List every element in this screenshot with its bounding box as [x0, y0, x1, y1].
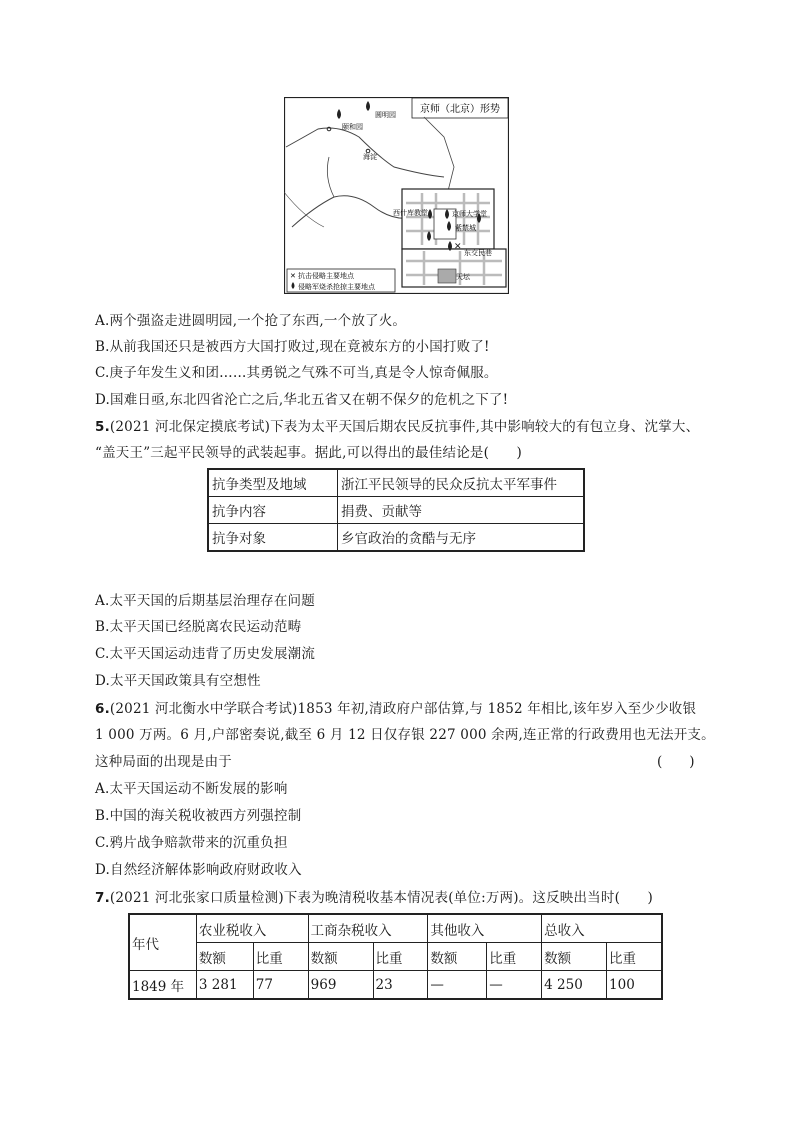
legend-resist: 抗击侵略主要地点 — [298, 272, 354, 280]
legend-burn: 侵略军烧杀抢掠主要地点 — [298, 283, 375, 291]
q6-stem-line3: 这种局面的出现是由于 — [95, 754, 232, 770]
table-subheader: 比重 — [373, 943, 428, 971]
table-cell: 23 — [373, 971, 428, 1000]
table-cell: 77 — [253, 971, 308, 1000]
q5-option-c[interactable]: C.太平天国运动违背了历史发展潮流 — [95, 646, 316, 662]
label-yiheyuan: 颐和园 — [342, 123, 363, 131]
q4-option-a[interactable]: A.两个强盗走进圆明园,一个抢了东西,一个放了火。 — [95, 313, 407, 329]
table-cell: 3 281 — [196, 971, 253, 1000]
q7-number: 7. — [95, 890, 110, 906]
q7-stem-text: (2021 河北张家口质量检测)下表为晚清税收基本情况表(单位:万两)。这反映出当时( ) — [109, 890, 653, 906]
table-cell: 乡官政治的贪酷与无序 — [338, 524, 585, 552]
label-xishiku: 西什库教堂 — [393, 209, 428, 217]
table-cell: 浙江平民领导的民众反抗太平军事件 — [338, 469, 585, 497]
q5-stem-line1 — [95, 415, 699, 435]
q7-table — [128, 913, 663, 1000]
table-cell: 100 — [607, 971, 662, 1000]
table-row — [208, 524, 584, 552]
q5-option-a[interactable]: A.太平天国的后期基层治理存在问题 — [95, 593, 315, 609]
table-cell: 4 250 — [542, 971, 607, 1000]
label-zijincheng: 紫禁城 — [455, 224, 476, 232]
q5-table — [207, 468, 585, 552]
map-title: 京师（北京）形势 — [420, 104, 500, 115]
q6-number: 6. — [95, 701, 110, 717]
table-cell: 抗争内容 — [208, 497, 338, 524]
svg-text:✕: ✕ — [454, 242, 462, 252]
label-jingshi: 京师大学堂 — [452, 210, 487, 218]
svg-text:✕: ✕ — [290, 272, 296, 280]
label-dongjiaominxiang: 东交民巷 — [464, 249, 492, 257]
table-header-group: 总收入 — [542, 914, 662, 943]
beijing-situation-map — [284, 97, 509, 294]
table-subheader: 数额 — [308, 943, 373, 971]
table-subheader: 数额 — [196, 943, 253, 971]
table-cell: 969 — [308, 971, 373, 1000]
q6-option-c[interactable]: C.鸦片战争赔款带来的沉重负担 — [95, 835, 288, 851]
q6-option-d[interactable]: D.自然经济解体影响政府财政收入 — [95, 862, 302, 878]
table-header-group: 农业税收入 — [196, 914, 308, 943]
q4-option-b[interactable]: B.从前我国还只是被西方大国打败过,现在竟被东方的小国打败了! — [95, 339, 490, 355]
q6-option-a[interactable]: A.太平天国运动不断发展的影响 — [95, 781, 288, 797]
q6-answer-bracket[interactable]: ( ) — [657, 754, 695, 770]
table-cell: 抗争类型及地域 — [208, 469, 338, 497]
q6-stem-text: (2021 河北衡水中学联合考试)1853 年初,清政府户部估算,与 1852 年相比,该年岁入至少少收银 — [109, 701, 697, 717]
table-row — [208, 497, 584, 524]
table-cell: 捐费、贡献等 — [338, 497, 585, 524]
q4-option-d[interactable]: D.国难日亟,东北四省沦亡之后,华北五省又在朝不保夕的危机之下了! — [95, 392, 509, 408]
table-cell: — — [428, 971, 487, 1000]
q6-stem-line2: 1 000 万两。6 月,户部密奏说,截至 6 月 12 日仅存银 227 000 余两,连正常的行政费用也无法开支。 — [95, 727, 715, 743]
table-subheader: 数额 — [428, 943, 487, 971]
table-header-year: 年代 — [129, 914, 196, 971]
q5-number: 5. — [95, 419, 110, 435]
q6-option-b[interactable]: B.中国的海关税收被西方列强控制 — [95, 808, 302, 824]
q5-option-d[interactable]: D.太平天国政策具有空想性 — [95, 673, 261, 689]
table-header-row — [129, 914, 662, 943]
q7-stem-line1 — [95, 886, 653, 906]
q6-stem-line1 — [95, 697, 696, 717]
label-yuanmingyuan: 圆明园 — [375, 111, 396, 119]
q5-option-b[interactable]: B.太平天国已经脱离农民运动范畴 — [95, 619, 302, 635]
table-header-group: 工商杂税收入 — [308, 914, 428, 943]
table-row — [129, 971, 662, 1000]
table-subheader-row — [129, 943, 662, 971]
table-subheader: 比重 — [607, 943, 662, 971]
label-haidian: 海淀 — [363, 153, 377, 161]
q4-option-c[interactable]: C.庚子年发生义和团……其勇锐之气殊不可当,真是令人惊奇佩服。 — [95, 365, 498, 381]
table-cell: 抗争对象 — [208, 524, 338, 552]
q5-stem-text: (2021 河北保定摸底考试)下表为太平天国后期农民反抗事件,其中影响较大的有包立身、沈掌大、 — [109, 419, 700, 435]
label-tiantan: 天坛 — [456, 273, 470, 281]
q5-stem-line2: “盖天王”三起平民领导的武装起事。据此,可以得出的最佳结论是( ) — [95, 445, 522, 461]
table-subheader: 比重 — [253, 943, 308, 971]
table-subheader: 数额 — [542, 943, 607, 971]
table-header-group: 其他收入 — [428, 914, 542, 943]
table-subheader: 比重 — [487, 943, 542, 971]
table-row — [208, 469, 584, 497]
table-cell: 1849 年 — [129, 971, 196, 1000]
table-cell: — — [487, 971, 542, 1000]
